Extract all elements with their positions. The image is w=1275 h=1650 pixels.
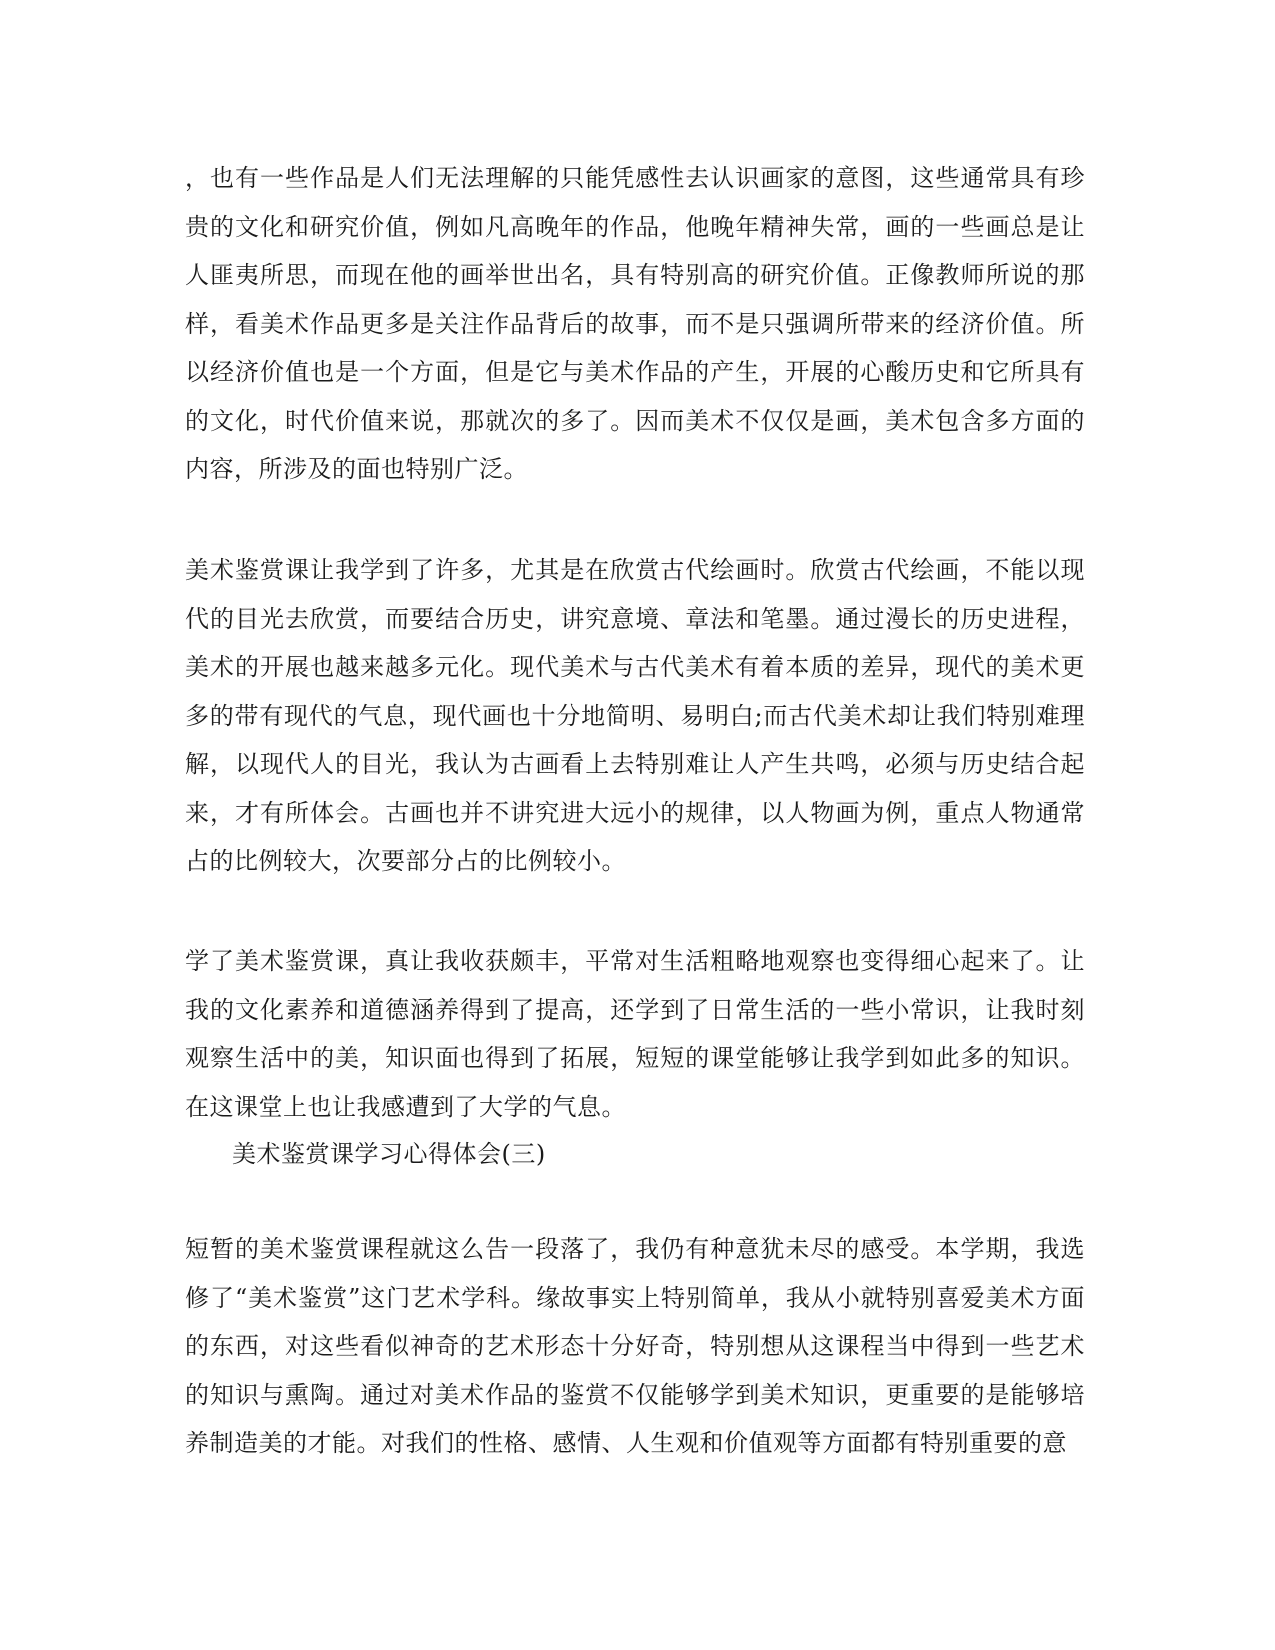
paragraph-text: 短暂的美术鉴赏课程就这么告一段落了，我仍有种意犹未尽的感受。本学期，我选修了“美术鉴赏”这门艺术学科。缘故事实上特别简单，我从小就特别喜爱美术方面的东西，对这些看似神奇的艺术形态十分好奇，特别想从这课程当中得到一些艺术的知识与熏陶。通过对美术作品的鉴赏不仅能够学到美术知识，更重要的是能够培养制造美的才能。对我们的性格、感情、人生观和价值观等方面都有特别重要的意 <box>185 1235 1085 1457</box>
paragraph-3 <box>185 937 1085 1131</box>
paragraph-text: 美术鉴赏课让我学到了许多，尤其是在欣赏古代绘画时。欣赏古代绘画，不能以现代的目光去欣赏，而要结合历史，讲究意境、章法和笔墨。通过漫长的历史进程，美术的开展也越来越多元化。现代美术与古代美术有着本质的差异，现代的美术更多的带有现代的气息，现代画也十分地简明、易明白;而古代美术却让我们特别难理解，以现代人的目光，我认为古画看上去特别难让人产生共鸣，必须与历史结合起来，才有所体会。古画也并不讲究进大远小的规律，以人物画为例，重点人物通常占的比例较大，次要部分占的比例较小。 <box>185 556 1085 875</box>
paragraph-2 <box>185 546 1085 886</box>
paragraph-text: ，也有一些作品是人们无法理解的只能凭感性去认识画家的意图，这些通常具有珍贵的文化和研究价值，例如凡高晚年的作品，他晚年精神失常，画的一些画总是让人匪夷所思，而现在他的画举世出名，具有特别高的研究价值。正像教师所说的那样，看美术作品更多是关注作品背后的故事，而不是只强调所带来的经济价值。所以经济价值也是一个方面，但是它与美术作品的产生，开展的心酸历史和它所具有的文化，时代价值来说，那就次的多了。因而美术不仅仅是画，美术包含多方面的内容，所涉及的面也特别广泛。 <box>185 164 1085 483</box>
paragraph-1 <box>185 154 1085 494</box>
paragraph-text: 学了美术鉴赏课，真让我收获颇丰，平常对生活粗略地观察也变得细心起来了。让我的文化素养和道德涵养得到了提高，还学到了日常生活的一些小常识，让我时刻观察生活中的美，知识面也得到了拓展，短短的课堂能够让我学到如此多的知识。在这课堂上也让我感遭到了大学的气息。 <box>185 947 1085 1121</box>
section-heading: 美术鉴赏课学习心得体会(三) <box>232 1140 546 1168</box>
paragraph-4 <box>185 1225 1085 1468</box>
